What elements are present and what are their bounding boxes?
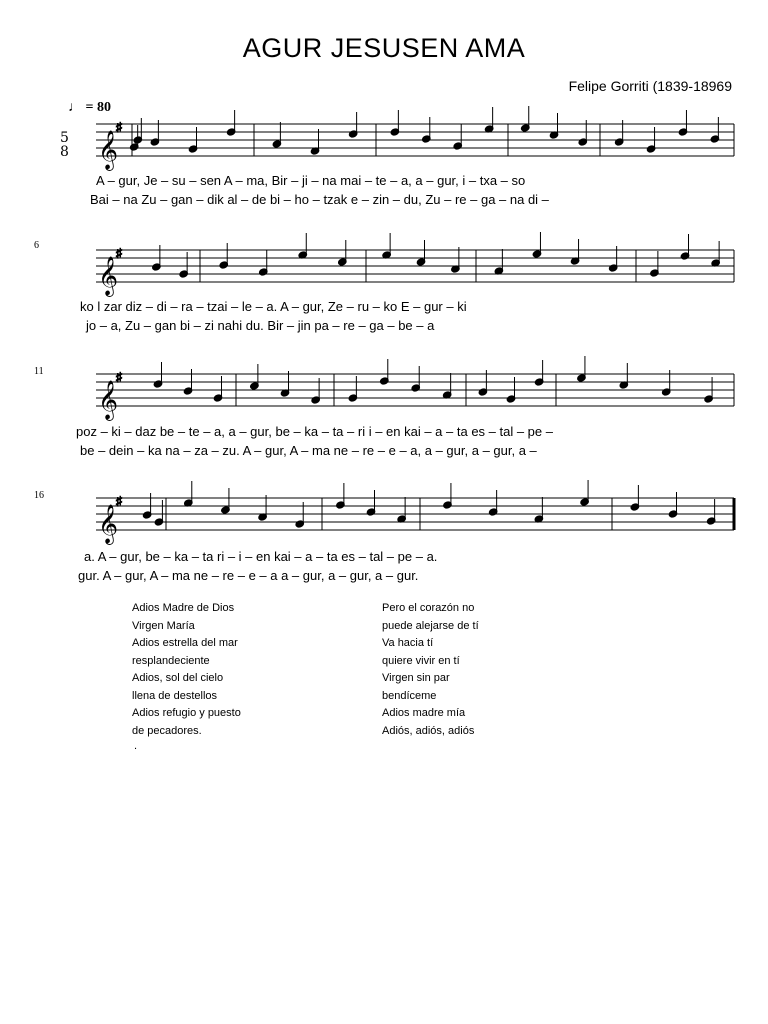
verse-line: Adios madre mía: [382, 707, 466, 719]
lyrics-system-3-verse-1: poz – ki – daz be – te – a, a – gur, be – ka – ta – ri i – en kai – a – ta es – tal – pe –: [76, 424, 553, 439]
measure-number-6: 6: [34, 240, 39, 251]
lyrics-system-4-verse-2: gur. A – gur, A – ma ne – re – e – a a – gur, a – gur, a – gur.: [78, 568, 419, 583]
treble-clef-system-1: 𝄞: [98, 130, 119, 170]
verse-translation-right: [382, 600, 479, 740]
lyrics-system-1-verse-2: Bai – na Zu – gan – dik al – de bi – ho – tzak e – zin – du, Zu – re – ga – na di –: [90, 192, 549, 207]
verse-line: puede alejarse de tí: [382, 619, 479, 632]
verse-line: resplandeciente: [132, 654, 210, 667]
verse-line: bendíceme: [382, 689, 437, 702]
time-signature: 8: [60, 144, 69, 160]
verse-line: Adios, sol del cielo: [132, 672, 224, 684]
lyrics-system-1-verse-1: A – gur, Je – su – sen A – ma, Bir – ji – na mai – te – a, a – gur, i – txa – so: [96, 173, 526, 188]
lyrics-system-2-verse-1: ko l zar diz – di – ra – tzai – le – a. A – gur, Ze – ru – ko E – gur – ki: [80, 299, 467, 314]
song-title: AGUR JESUSEN AMA: [242, 33, 526, 63]
composer-credit: Felipe Gorriti (1839-18969: [568, 78, 732, 94]
measure-number-11: 11: [34, 366, 44, 377]
verse-line: Adios refugio y puesto: [132, 707, 241, 719]
treble-clef-system-4: 𝄞: [98, 504, 119, 544]
verse-line: Adiós, adiós, adiós: [382, 724, 475, 737]
key-signature-sharp: ♯: [116, 494, 122, 508]
verse-line: Virgen María: [132, 619, 195, 632]
verse-line: Va hacia tí: [382, 637, 434, 649]
verse-line: de pecadores.: [132, 724, 202, 737]
time-signature: 5: [60, 130, 69, 146]
key-signature-sharp: ♯: [116, 370, 122, 384]
treble-clef-system-3: 𝄞: [98, 380, 119, 420]
verse-line: llena de destellos: [132, 689, 218, 702]
key-signature-sharp: ♯: [116, 120, 122, 134]
lyrics-system-4-verse-1: a. A – gur, be – ka – ta ri – i – en kai – a – ta es – tal – pe – a.: [84, 549, 438, 564]
tempo-marking: ♩ = 80: [68, 100, 111, 115]
lyrics-system-2-verse-2: jo – a, Zu – gan bi – zi nahi du. Bir – jin pa – re – ga – be – a: [86, 318, 435, 333]
key-signature-sharp: ♯: [116, 246, 122, 260]
trailing-mark: .: [134, 740, 138, 752]
verse-line: Adios estrella del mar: [132, 637, 238, 649]
verse-line: Pero el corazón no: [382, 602, 475, 614]
measure-number-16: 16: [34, 490, 44, 501]
verse-line: Virgen sin par: [382, 672, 450, 684]
treble-clef-system-2: 𝄞: [98, 256, 119, 296]
verse-line: quiere vivir en tí: [382, 654, 460, 667]
verse-line: Adios Madre de Dios: [132, 602, 235, 614]
lyrics-system-3-verse-2: be – dein – ka na – za – zu. A – gur, A – ma ne – re – e – a, a – gur, a – gur, a –: [80, 443, 537, 458]
verse-translation-left: [132, 600, 241, 740]
